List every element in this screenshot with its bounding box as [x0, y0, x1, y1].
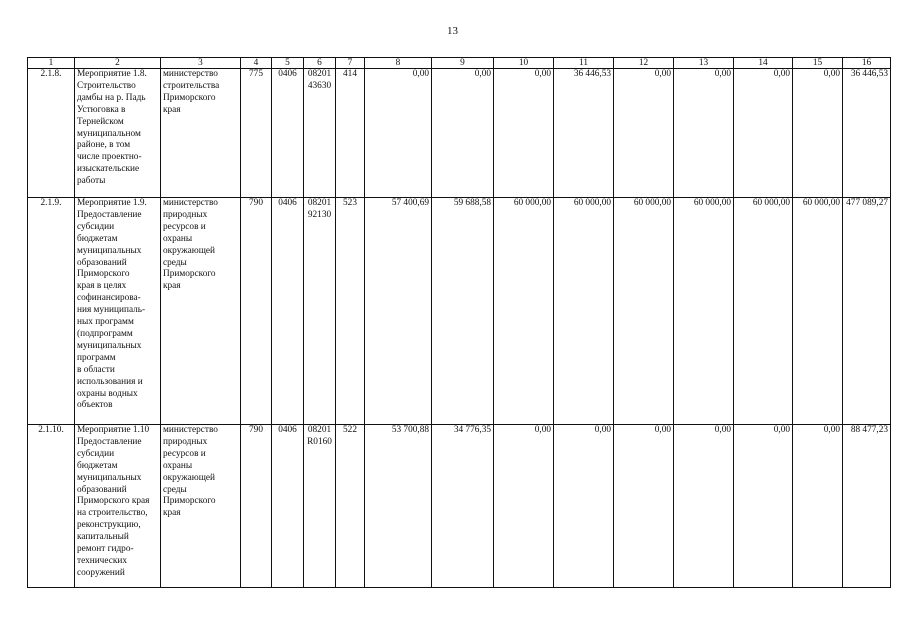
measure-description: Мероприятие 1.10 Предоставление субсидии бюджетам муниципальных образований Приморского края на строительство, реконструкцию, капитальный ремонт гидро- технических сооружений	[75, 425, 161, 588]
cell-col11: 36 446,53	[554, 69, 614, 198]
cell-col9: 34 776,35	[432, 425, 494, 588]
responsible-ministry: министерство природных ресурсов и охраны окружающей среды Приморского края	[161, 198, 241, 425]
column-header: 2	[75, 58, 161, 69]
cell-col12: 0,00	[614, 425, 674, 588]
column-number-row	[28, 58, 891, 69]
cell-col5: 0406	[272, 425, 304, 588]
cell-col11: 60 000,00	[554, 198, 614, 425]
page-number: 13	[447, 25, 458, 37]
cell-col11: 0,00	[554, 425, 614, 588]
cell-col4: 775	[241, 69, 272, 198]
column-header: 10	[494, 58, 554, 69]
column-header: 11	[554, 58, 614, 69]
cell-col6: 08201 43630	[304, 69, 336, 198]
responsible-ministry: министерство строительства Приморского края	[161, 69, 241, 198]
column-header: 15	[793, 58, 843, 69]
cell-col13: 0,00	[674, 69, 734, 198]
cell-col12: 60 000,00	[614, 198, 674, 425]
column-header: 14	[734, 58, 793, 69]
cell-col16: 88 477,23	[843, 425, 891, 588]
cell-col8: 53 700,88	[365, 425, 432, 588]
column-header: 4	[241, 58, 272, 69]
cell-col7: 414	[336, 69, 365, 198]
cell-col6: 08201 R0160	[304, 425, 336, 588]
cell-col10: 60 000,00	[494, 198, 554, 425]
table-row	[28, 425, 891, 588]
cell-col16: 36 446,53	[843, 69, 891, 198]
cell-col7: 523	[336, 198, 365, 425]
cell-col13: 60 000,00	[674, 198, 734, 425]
responsible-ministry: министерство природных ресурсов и охраны окружающей среды Приморского края	[161, 425, 241, 588]
cell-col9: 59 688,58	[432, 198, 494, 425]
measure-description: Мероприятие 1.9. Предоставление субсидии бюджетам муниципальных образований Приморского края в целях софинансирова- ния муниципаль- ных программ (подпрограмм муниципальных программ в области использования и охраны водных объектов	[75, 198, 161, 425]
cell-col14: 0,00	[734, 425, 793, 588]
column-header: 1	[28, 58, 75, 69]
cell-col15: 60 000,00	[793, 198, 843, 425]
column-header: 7	[336, 58, 365, 69]
cell-col5: 0406	[272, 198, 304, 425]
column-header: 12	[614, 58, 674, 69]
cell-col12: 0,00	[614, 69, 674, 198]
column-header: 3	[161, 58, 241, 69]
column-header: 8	[365, 58, 432, 69]
cell-col14: 0,00	[734, 69, 793, 198]
table-row	[28, 198, 891, 425]
cell-col4: 790	[241, 425, 272, 588]
cell-col15: 0,00	[793, 425, 843, 588]
cell-col9: 0,00	[432, 69, 494, 198]
table-row	[28, 69, 891, 198]
cell-col8: 0,00	[365, 69, 432, 198]
row-id: 2.1.10.	[28, 425, 75, 588]
row-id: 2.1.9.	[28, 198, 75, 425]
cell-col14: 60 000,00	[734, 198, 793, 425]
cell-col6: 08201 92130	[304, 198, 336, 425]
cell-col5: 0406	[272, 69, 304, 198]
cell-col10: 0,00	[494, 69, 554, 198]
cell-col7: 522	[336, 425, 365, 588]
column-header: 6	[304, 58, 336, 69]
cell-col15: 0,00	[793, 69, 843, 198]
column-header: 9	[432, 58, 494, 69]
cell-col13: 0,00	[674, 425, 734, 588]
budget-table	[27, 57, 891, 588]
measure-description: Мероприятие 1.8. Строительство дамбы на р. Падь Устюговка в Тернейском муниципальном районе, в том числе проектно- изыскательские работы	[75, 69, 161, 198]
row-id: 2.1.8.	[28, 69, 75, 198]
column-header: 13	[674, 58, 734, 69]
cell-col10: 0,00	[494, 425, 554, 588]
column-header: 16	[843, 58, 891, 69]
column-header: 5	[272, 58, 304, 69]
cell-col4: 790	[241, 198, 272, 425]
cell-col8: 57 400,69	[365, 198, 432, 425]
cell-col16: 477 089,27	[843, 198, 891, 425]
